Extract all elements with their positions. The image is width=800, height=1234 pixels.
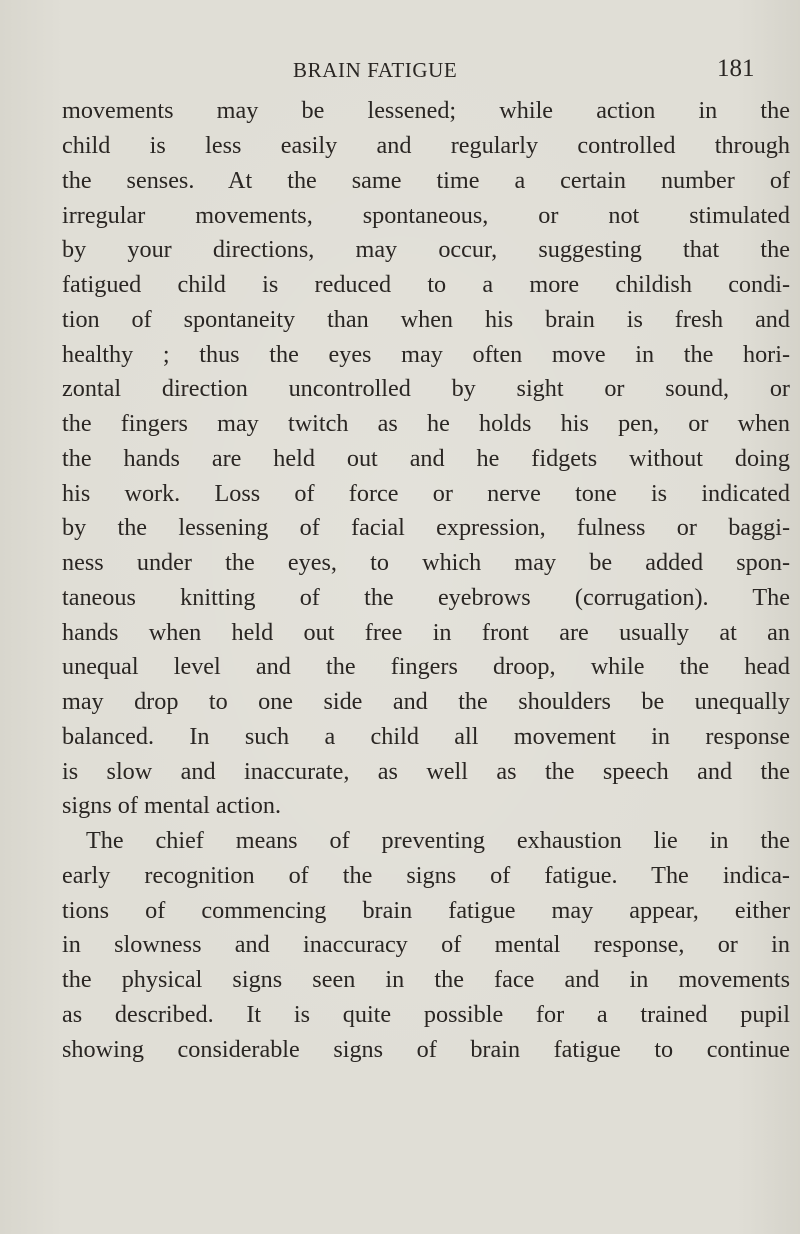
text-line: showing considerable signs of brain fatigue to continue [62, 1036, 790, 1063]
page-number: 181 [717, 55, 755, 82]
text-line: early recognition of the signs of fatigue. The indica- [62, 862, 790, 889]
text-line: The chief means of preventing exhaustion lie in the [86, 827, 790, 854]
text-line: signs of mental action. [62, 792, 281, 819]
text-line: the hands are held out and he fidgets without doing [62, 445, 790, 472]
text-line: healthy ; thus the eyes may often move in the hori- [62, 341, 790, 368]
text-line: tion of spontaneity than when his brain is fresh and [62, 306, 790, 333]
text-line: may drop to one side and the shoulders be unequally [62, 688, 790, 715]
text-line: as described. It is quite possible for a trained pupil [62, 1001, 790, 1028]
text-line: the fingers may twitch as he holds his pen, or when [62, 410, 790, 437]
text-line: fatigued child is reduced to a more childish condi- [62, 271, 790, 298]
text-line: balanced. In such a child all movement in response [62, 723, 790, 750]
text-line: his work. Loss of force or nerve tone is indicated [62, 480, 790, 507]
text-line: zontal direction uncontrolled by sight or sound, or [62, 375, 790, 402]
text-line: in slowness and inaccuracy of mental response, or in [62, 931, 790, 958]
text-line: ness under the eyes, to which may be added spon- [62, 549, 790, 576]
running-head: BRAIN FATIGUE [293, 58, 458, 82]
text-line: by the lessening of facial expression, fulness or baggi- [62, 514, 790, 541]
text-line: unequal level and the fingers droop, while the head [62, 653, 790, 680]
text-line: the physical signs seen in the face and in movements [62, 966, 790, 993]
text-line: taneous knitting of the eyebrows (corrugation). The [62, 584, 790, 611]
text-line: is slow and inaccurate, as well as the speech and the [62, 758, 790, 785]
text-line: irregular movements, spontaneous, or not stimulated [62, 202, 790, 229]
text-line: the senses. At the same time a certain number of [62, 167, 790, 194]
text-line: child is less easily and regularly controlled through [62, 132, 790, 159]
text-line: movements may be lessened; while action in the [62, 97, 790, 124]
text-line: by your directions, may occur, suggesting that the [62, 236, 790, 263]
text-line: tions of commencing brain fatigue may appear, either [62, 897, 790, 924]
text-line: hands when held out free in front are usually at an [62, 619, 790, 646]
